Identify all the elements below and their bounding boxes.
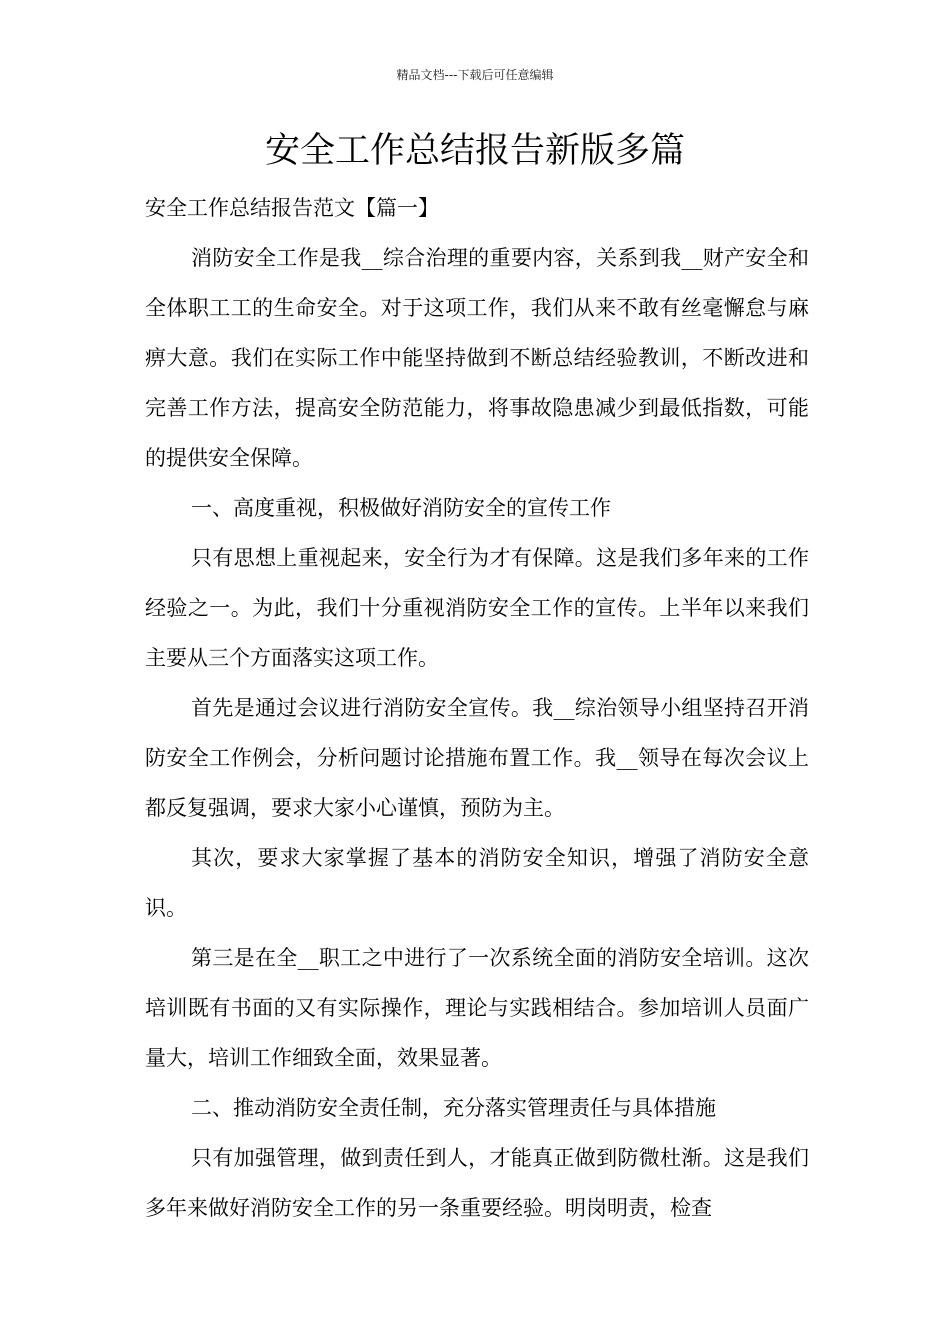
paragraph: 第三是在全__职工之中进行了一次系统全面的消防安全培训。这次培训既有书面的又有实际操作，理论与实践相结合。参加培训人员面广量大，培训工作细致全面，效果显著。: [145, 946, 809, 1070]
paragraph: 消防安全工作是我__综合治理的重要内容，关系到我__财产安全和全体职工工的生命安全。对于这项工作，我们从来不敢有丝毫懈怠与麻痹大意。我们在实际工作中能坚持做到不断总结经验教训，不断改进和完善工作方法，提高安全防范能力，将事故隐患减少到最低指数，可能的提供安全保障。: [145, 246, 809, 470]
paragraph: 只有加强管理，做到责任到人，才能真正做到防微杜渐。这是我们多年来做好消防安全工作的另一条重要经验。明岗明责，检查: [145, 1146, 809, 1220]
paragraph: 其次，要求大家掌握了基本的消防安全知识，增强了消防安全意识。: [145, 846, 809, 920]
document-title: 安全工作总结报告新版多篇: [264, 131, 685, 171]
header-note: 精品文档---下载后可任意编辑: [396, 68, 554, 82]
paragraph: 只有思想上重视起来，安全行为才有保障。这是我们多年来的工作经验之一。为此，我们十分重视消防安全工作的宣传。上半年以来我们主要从三个方面落实这项工作。: [145, 546, 809, 670]
document-body: [145, 183, 809, 1233]
subheading: 二、推动消防安全责任制，充分落实管理责任与具体措施: [191, 1096, 716, 1120]
section-heading: 安全工作总结报告范文【篇一】: [145, 196, 439, 220]
subheading: 一、高度重视，积极做好消防安全的宣传工作: [191, 496, 611, 520]
paragraph: 首先是通过会议进行消防安全宣传。我__综治领导小组坚持召开消防安全工作例会，分析问题讨论措施布置工作。我__领导在每次会议上都反复强调，要求大家小心谨慎，预防为主。: [145, 696, 809, 820]
